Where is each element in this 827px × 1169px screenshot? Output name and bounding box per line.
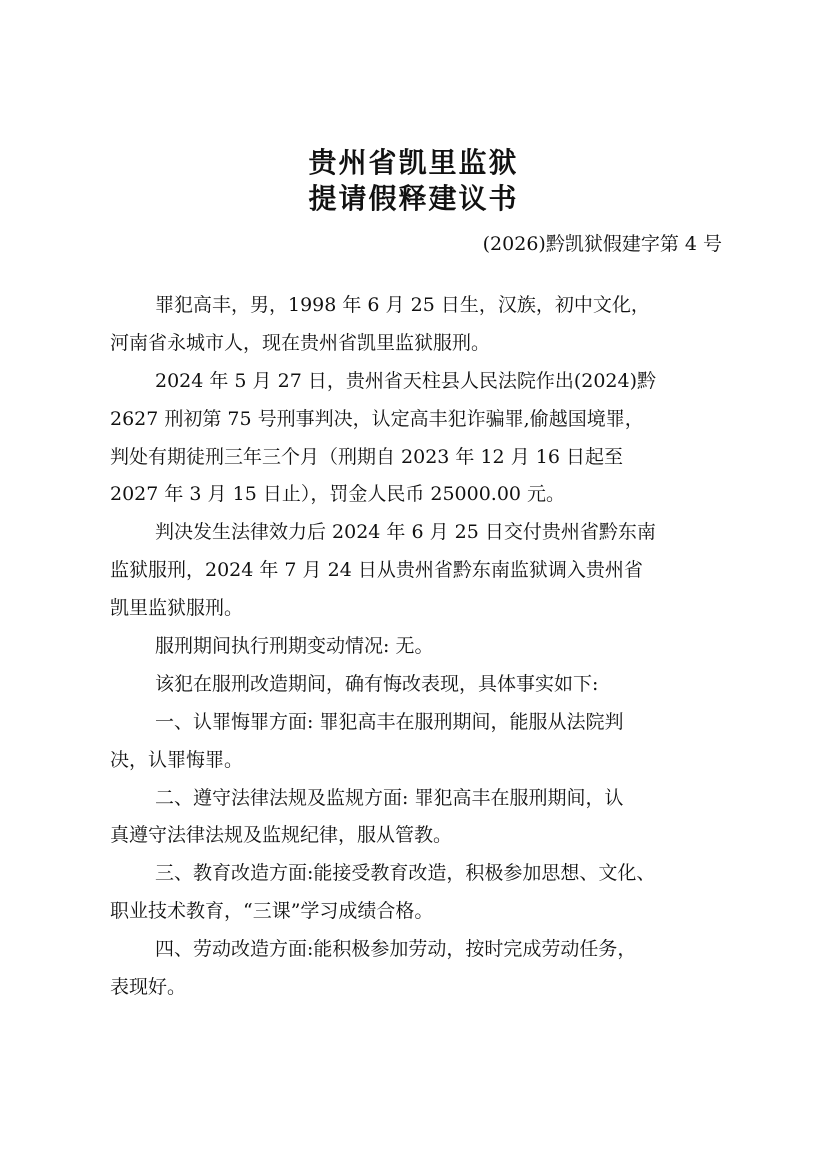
body-line: 监狱服刑，2024 年 7 月 24 日从贵州省黔东南监狱调入贵州省 — [110, 559, 643, 582]
body-line: 该犯在服刑改造期间，确有悔改表现，具体事实如下: — [155, 672, 599, 695]
body-line: 四、劳动改造方面:能积极参加劳动，按时完成劳动任务， — [155, 938, 637, 961]
document-body — [110, 287, 720, 1007]
body-line: 2024 年 5 月 27 日，贵州省天柱县人民法院作出(2024)黔 — [155, 369, 656, 392]
document-title-line2: 提请假释建议书 — [308, 182, 519, 215]
body-line: 决，认罪悔罪。 — [110, 748, 244, 771]
body-line: 2627 刑初第 75 号刑事判决，认定高丰犯诈骗罪,偷越国境罪， — [110, 407, 644, 430]
body-line: 职业技术教育，“三课”学习成绩合格。 — [110, 900, 434, 923]
document-title-line1: 贵州省凯里监狱 — [308, 146, 519, 179]
body-line: 二、遵守法律法规及监规方面: 罪犯高丰在服刑期间，认 — [155, 786, 624, 809]
body-line: 罪犯高丰，男，1998 年 6 月 25 日生，汉族，初中文化， — [155, 294, 650, 316]
body-line: 真遵守法律法规及监规纪律，服从管教。 — [110, 824, 453, 847]
body-line: 一、认罪悔罪方面: 罪犯高丰在服刑期间，能服从法院判 — [155, 710, 624, 733]
body-line: 服刑期间执行刑期变动情况: 无。 — [155, 635, 434, 658]
body-line: 2027 年 3 月 15 日止），罚金人民币 25000.00 元。 — [110, 483, 566, 506]
body-line: 判处有期徒刑三年三个月（刑期自 2023 年 12 月 16 日起至 — [110, 445, 623, 468]
body-line: 表现好。 — [110, 976, 187, 999]
body-line: 河南省永城市人，现在贵州省凯里监狱服刑。 — [110, 331, 491, 354]
body-line: 三、教育改造方面:能接受教育改造，积极参加思想、文化、 — [155, 862, 656, 885]
body-line: 判决发生法律效力后 2024 年 6 月 25 日交付贵州省黔东南 — [155, 521, 656, 544]
body-line: 凯里监狱服刑。 — [110, 597, 244, 620]
document-number: (2026)黔凯狱假建字第 4 号 — [482, 233, 722, 255]
